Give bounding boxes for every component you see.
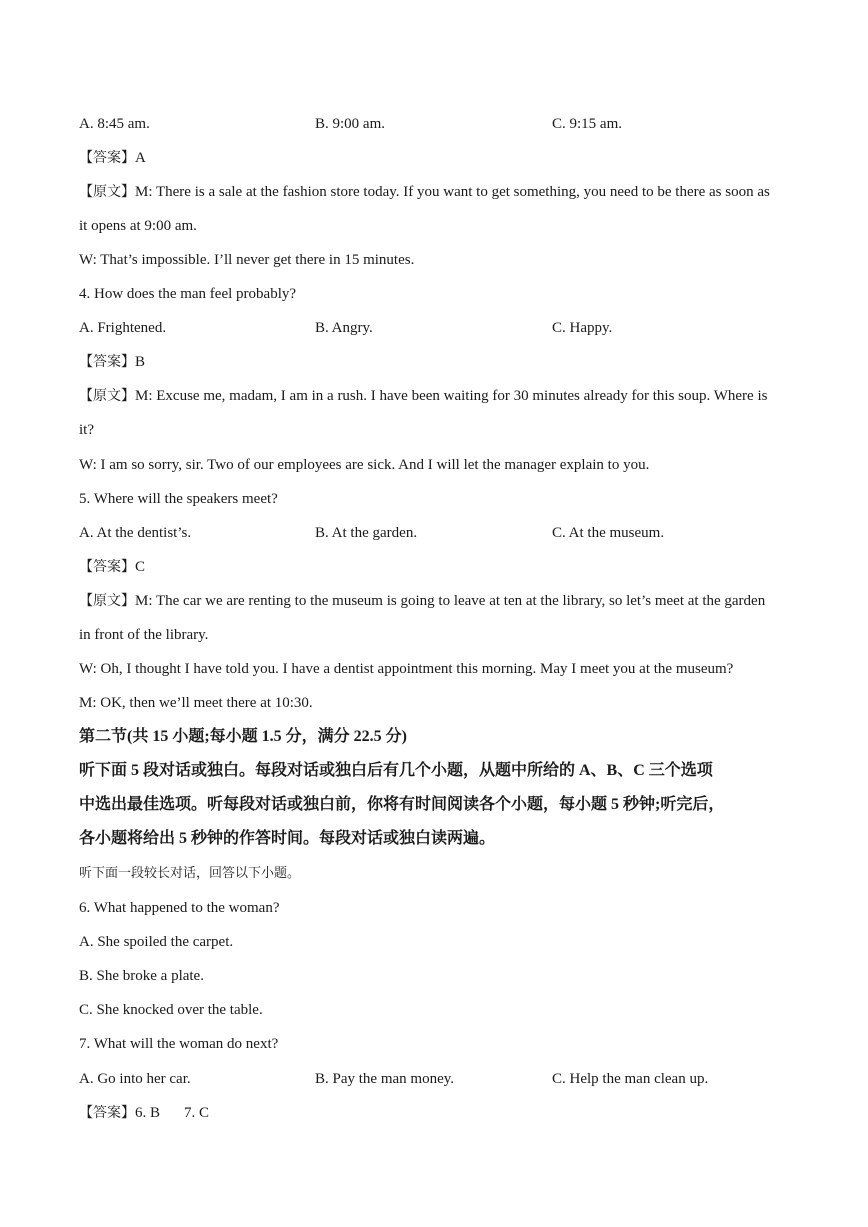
source-tag: 【原文】: [79, 184, 135, 200]
q5-source-line: in front of the library.: [79, 627, 209, 643]
q4-option-a: A. Frightened.: [79, 320, 167, 336]
answer-tag: 【答案】: [79, 354, 135, 370]
answer-value-7: 7. C: [184, 1105, 210, 1121]
answer-tag: 【答案】: [79, 559, 135, 575]
q6-question: 6. What happened to the woman?: [79, 900, 280, 916]
answer-tag: 【答案】: [79, 150, 135, 166]
q5-option-b: B. At the garden.: [315, 525, 418, 541]
q3-answer: [79, 148, 794, 168]
q4-option-b: B. Angry.: [315, 320, 373, 336]
q7-option-a: A. Go into her car.: [79, 1071, 191, 1087]
q3-source-line: [79, 182, 794, 202]
source-text: M: There is a sale at the fashion store today. If you want to get something, you need to be there as soon as: [135, 184, 770, 200]
q7-option-b: B. Pay the man money.: [315, 1071, 455, 1087]
source-text: M: Excuse me, madam, I am in a rush. I have been waiting for 30 minutes already for this soup. Where is: [135, 388, 768, 404]
q4-source-line: [79, 386, 794, 406]
source-text: M: The car we are renting to the museum is going to leave at ten at the library, so let’s meet at the garden: [135, 593, 766, 609]
q6-option-c: C. She knocked over the table.: [79, 1002, 263, 1018]
q5-option-c: C. At the museum.: [552, 525, 665, 541]
q5-option-a: A. At the dentist’s.: [79, 525, 192, 541]
q6-option-a: A. She spoiled the carpet.: [79, 934, 234, 950]
q3-option-c: C. 9:15 am.: [552, 116, 622, 132]
section-instructions: 听下面 5 段对话或独白。每段对话或独白后有几个小题，从题中所给的 A、B、C 三个选项: [79, 762, 713, 779]
q5-question: 5. Where will the speakers meet?: [79, 491, 278, 507]
answer-tag: 【答案】: [79, 1105, 135, 1121]
q3-source-line: it opens at 9:00 am.: [79, 218, 197, 234]
q6-q7-answers: [79, 1103, 794, 1123]
answer-value: B: [135, 354, 146, 370]
section-instructions: 各小题将给出 5 秒钟的作答时间。每段对话或独白读两遍。: [79, 830, 496, 847]
answer-value-6: 6. B: [135, 1105, 161, 1121]
q4-source-line: it?: [79, 422, 94, 438]
q5-source-line: M: OK, then we’ll meet there at 10:30.: [79, 695, 313, 711]
q6-option-b: B. She broke a plate.: [79, 968, 204, 984]
answer-value: C: [135, 559, 146, 575]
q4-source-line: W: I am so sorry, sir. Two of our employees are sick. And I will let the manager explain to you.: [79, 457, 650, 473]
q3-option-b: B. 9:00 am.: [315, 116, 385, 132]
q4-option-c: C. Happy.: [552, 320, 613, 336]
source-tag: 【原文】: [79, 593, 135, 609]
q3-option-a: A. 8:45 am.: [79, 116, 150, 132]
q4-answer: [79, 352, 794, 372]
section-instructions: 中选出最佳选项。听每段对话或独白前，你将有时间阅读各个小题，每小题 5 秒钟;听完后，: [79, 796, 725, 813]
q5-source-line: [79, 591, 794, 611]
q7-question: 7. What will the woman do next?: [79, 1036, 279, 1052]
q3-source-line: W: That’s impossible. I’ll never get there in 15 minutes.: [79, 252, 415, 268]
q4-question: 4. How does the man feel probably?: [79, 286, 297, 302]
source-tag: 【原文】: [79, 388, 135, 404]
q7-option-c: C. Help the man clean up.: [552, 1071, 709, 1087]
answer-value: A: [135, 150, 146, 166]
dialogue-intro: 听下面一段较长对话，回答以下小题。: [79, 866, 301, 881]
q5-source-line: W: Oh, I thought I have told you. I have a dentist appointment this morning. May I meet you at the museum?: [79, 661, 734, 677]
section-heading: 第二节(共 15 小题;每小题 1.5 分，满分 22.5 分): [79, 728, 407, 745]
q5-answer: [79, 557, 794, 577]
